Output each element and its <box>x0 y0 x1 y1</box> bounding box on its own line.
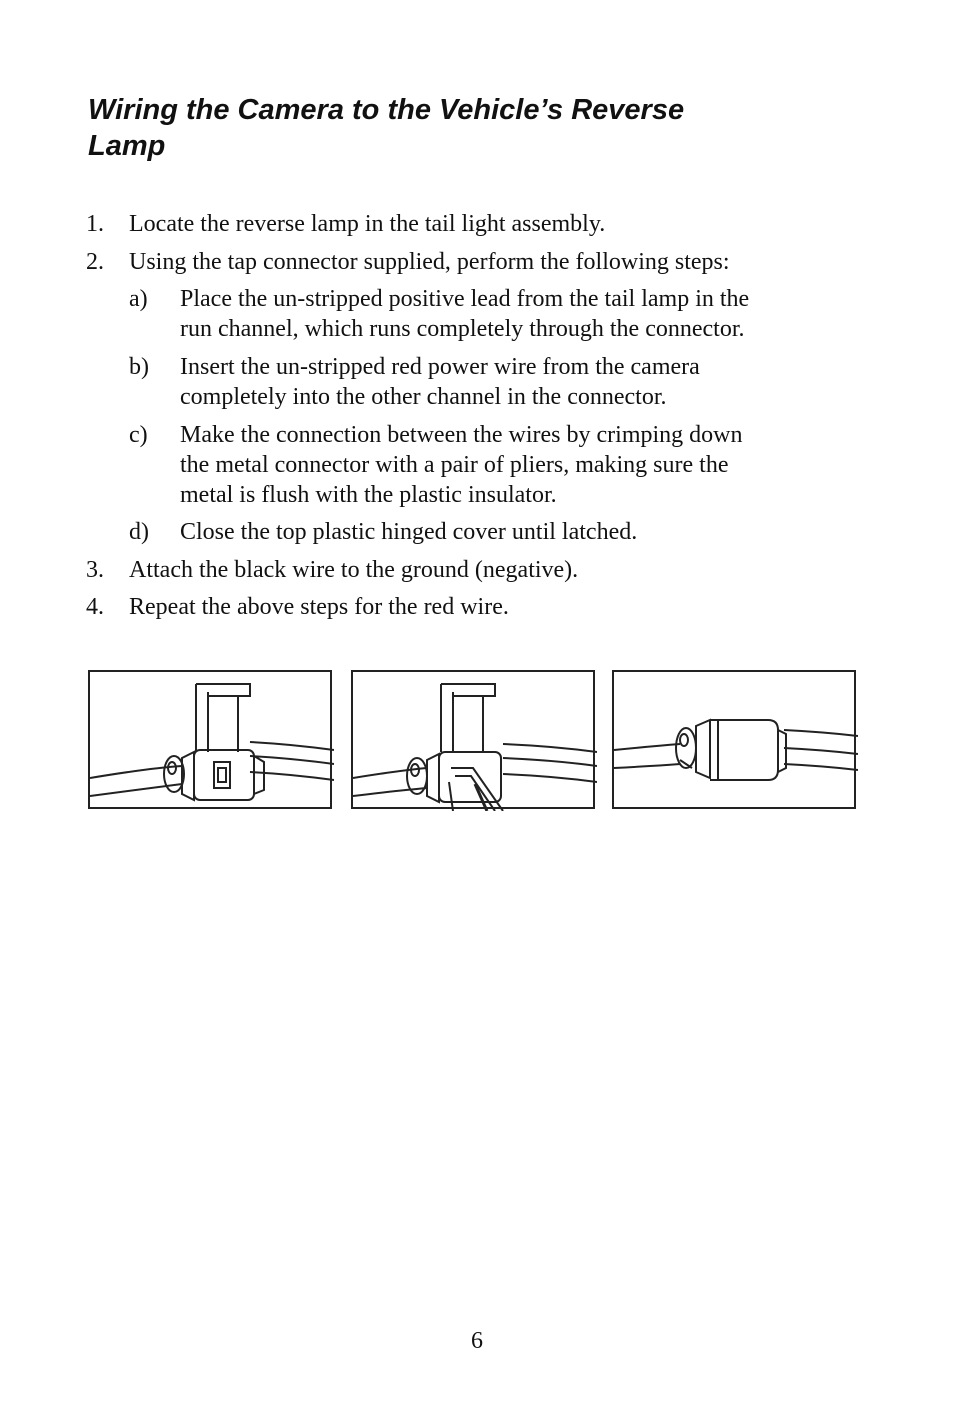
substep-line: metal is flush with the plastic insulator. <box>180 482 557 508</box>
step-number: 3. <box>86 557 104 583</box>
substep-line: Insert the un-stripped red power wire from the camera <box>180 354 700 380</box>
substep-line: the metal connector with a pair of pliers, making sure the <box>180 452 729 478</box>
substep-text <box>180 517 840 547</box>
figure-panel-crimp <box>351 670 595 809</box>
substep-text <box>180 284 840 344</box>
substep-label: a) <box>129 286 148 312</box>
step-text: Attach the black wire to the ground (negative). <box>129 557 579 583</box>
step-text: Locate the reverse lamp in the tail light assembly. <box>129 211 606 237</box>
step-text: Repeat the above steps for the red wire. <box>129 594 509 620</box>
substep-line: completely into the other channel in the connector. <box>180 384 667 410</box>
substep-line: run channel, which runs completely through the connector. <box>180 316 745 342</box>
substep-line: Make the connection between the wires by crimping down <box>180 422 743 448</box>
page-heading <box>88 92 808 164</box>
substep-text <box>180 420 840 510</box>
substep-text <box>180 352 840 412</box>
substep-line: Close the top plastic hinged cover until latched. <box>180 519 638 545</box>
step-number: 4. <box>86 594 104 620</box>
heading-line-1: Wiring the Camera to the Vehicle’s Reverse <box>88 94 685 126</box>
step-number: 2. <box>86 249 104 275</box>
tap-connector-open-icon <box>90 672 334 811</box>
tap-connector-closed-icon <box>614 672 858 811</box>
substep-label: c) <box>129 422 148 448</box>
page-number: 6 <box>471 1328 483 1354</box>
tap-connector-crimp-icon <box>353 672 597 811</box>
connector-illustrations <box>88 670 858 811</box>
step-number: 1. <box>86 211 104 237</box>
step-text: Using the tap connector supplied, perform the following steps: <box>129 249 730 275</box>
figure-panel-closed <box>612 670 856 809</box>
substep-line: Place the un-stripped positive lead from the tail lamp in the <box>180 286 750 312</box>
heading-line-2: Lamp <box>88 130 166 162</box>
substep-label: b) <box>129 354 149 380</box>
figure-panel-open <box>88 670 332 809</box>
substep-label: d) <box>129 519 149 545</box>
